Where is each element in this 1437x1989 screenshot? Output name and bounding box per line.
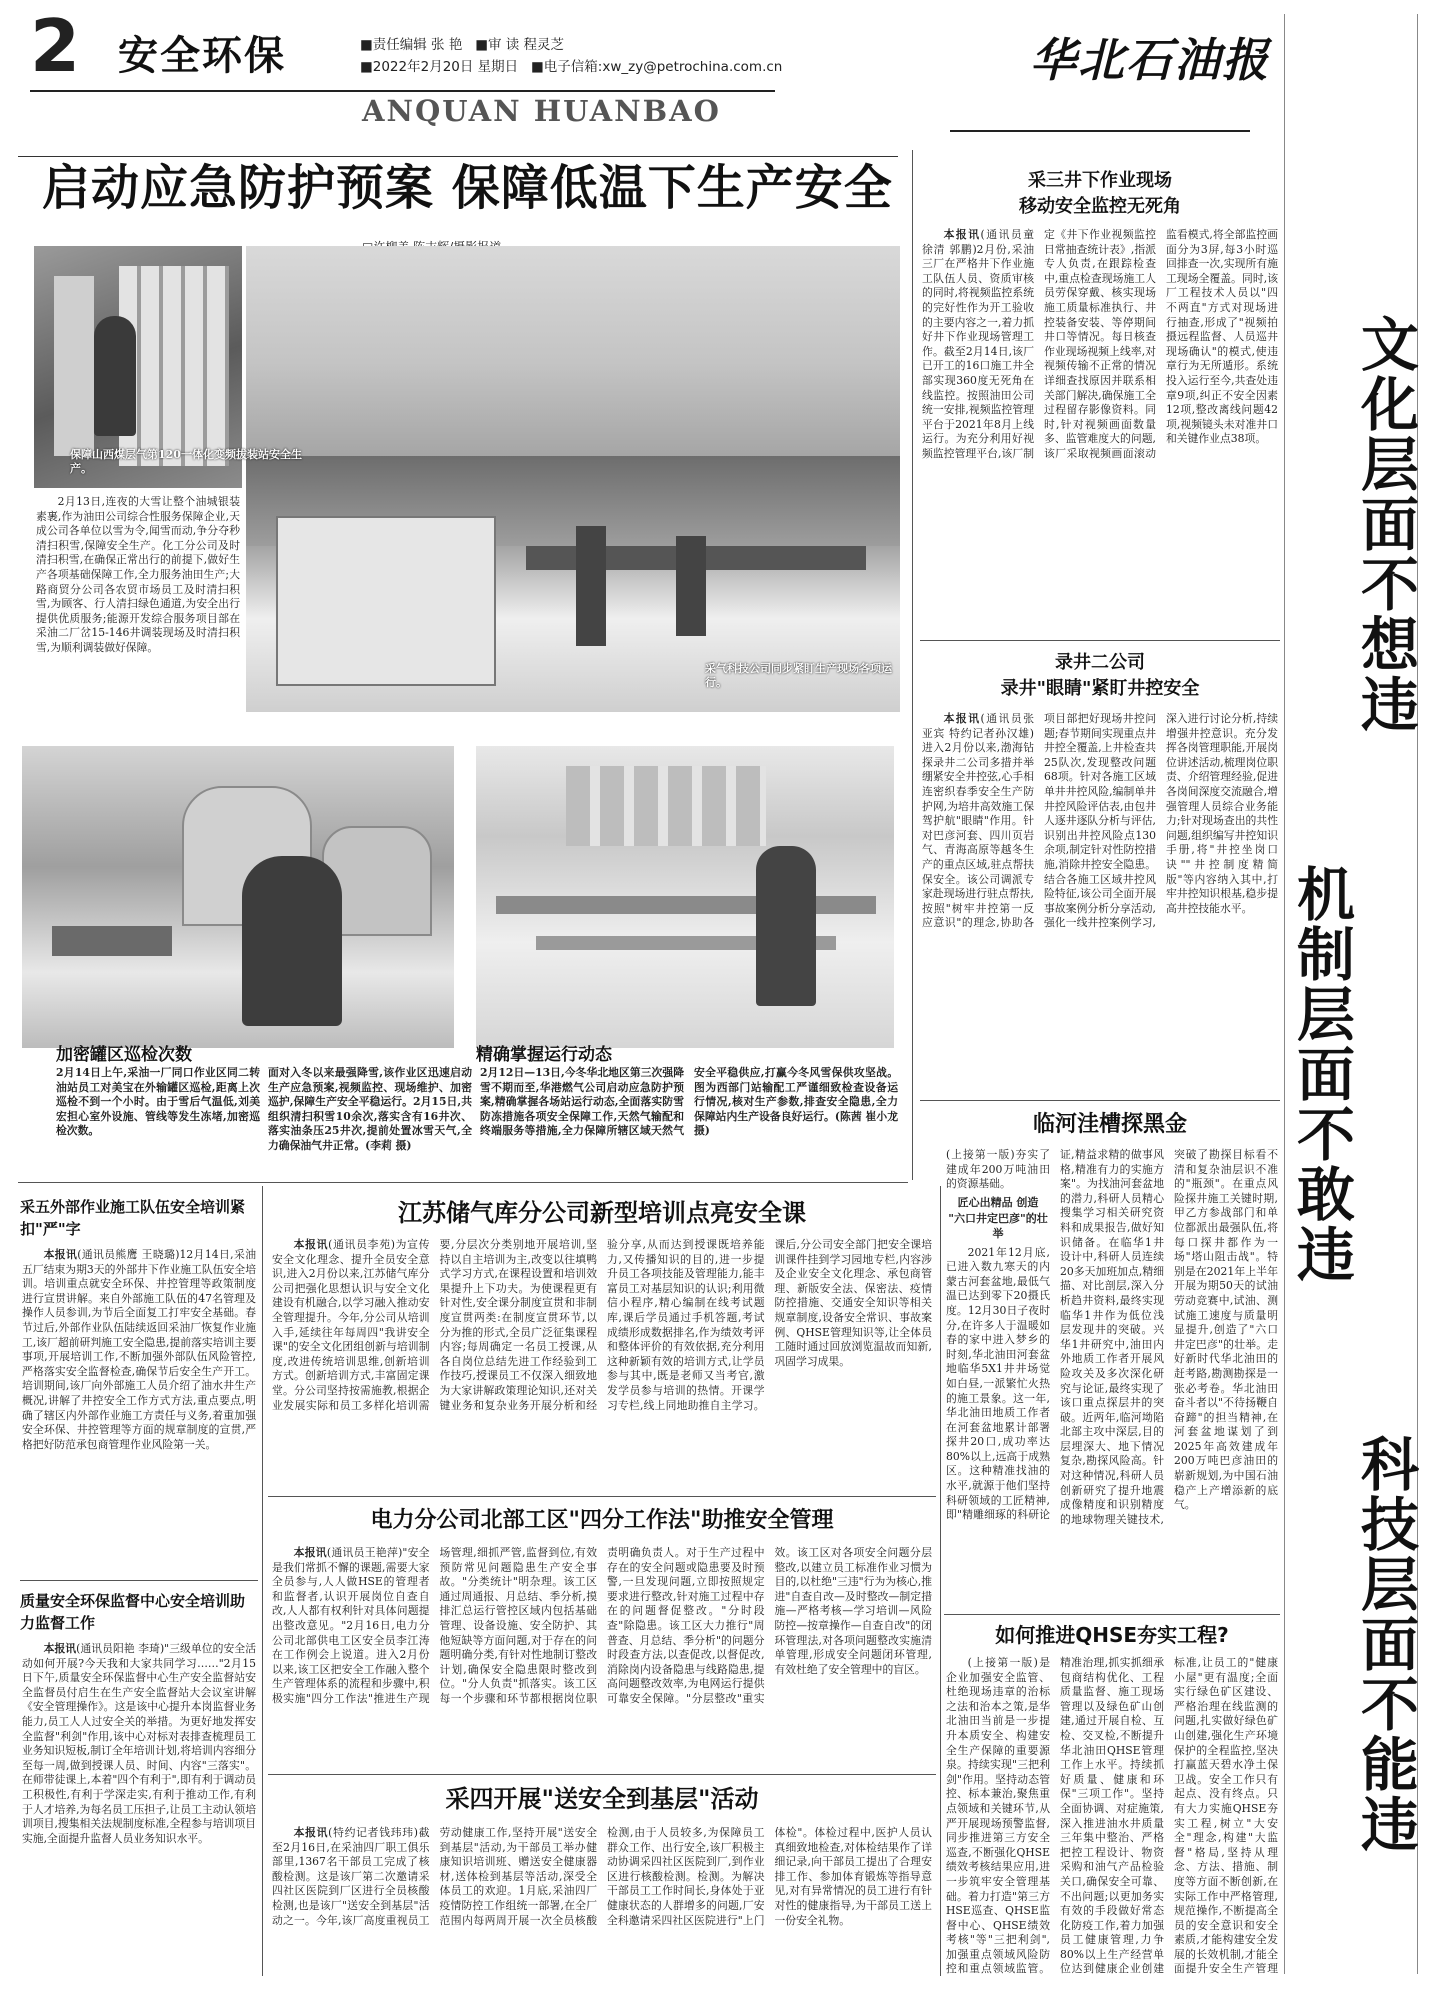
issue-date: ■2022年2月20日 星期日	[360, 59, 519, 75]
linhe-title: 临河洼槽探黑金	[1032, 1112, 1187, 1137]
right-photo-title: 精确掌握运行动态	[476, 1045, 612, 1065]
qhse-body: (上接第一版)是企业加强安全监管、杜绝现场违章的治标之法和治本之策,是华北油田当前是一步提升本质安全、构建安全生产保障的重要源泉。持续实现"三把利剑"作用。坚持动态管控、标本兼治,聚焦重点领域和关键环节,从严开展现场预警监督,同步推进第三方安全巡查,不断强化QHSE绩效考核结果应用,进一步筑牢安全管理基础。着力打造"第三方HSE巡查、QHSE监督中心、QHSE绩效考核"等"三把利剑",加强重点领域风险防控和重点领域监管。精准治理,抓实抓细承包商结构优化、工程质量监督、施工现场管理以及绿色矿山创建,通过开展自检、互检、交叉检,不断提升华北油田QHSE管理工作上水平。持续抓好质量、健康和环保"三项工作"。坚持全面协调、对症施策,深入推进油水井质量三年集中整治、严格把控工程设计、物资采购和油气产品检验关口,确保安全可靠、不出问题;以更加务实有效的手段做好常态化防疫工作,着力加强员工健康管理,力争80%以上生产经营单位达到健康企业创建标准,让员工的"健康小屋"更有温度;全面实行绿色矿区建设、严格治理在线监测的问题,扎实做好绿色矿山创建,强化生产环境保护的全程监控,坚决打赢蓝天碧水净土保卫战。安全工作只有起点、没有终点。只有大力实施QHSE夯实工程,树立"大安全"理念,构建"大监督"格局,坚持从理念、方法、措施、制度等方面不断创新,在实际工作中严格管理,规范操作,不断提高全员的安全意识和安全素质,才能构建安全发展的长效机制,才能全面提升安全生产管理	[946, 1656, 1278, 1976]
cai3-body: 本报讯(通讯员童徐清 郭鹏)2月份,采油三厂在严格井下作业施工队伍人员、资质审核的同时,将视频监控系统的完好性作为开工验收的主要内容之一,着力抓好井下作业现场管理工作。截至2月14日,该厂已开工的16口施工井全部实现360度无死角在线监控。按照油田公司统一安排,视频监控管理平台于2021年8月上线运行。为充分利用好视频监控管理平台,该厂制定《井下作业视频监控日常抽查统计表》,指派专人负责,在跟踪检查中,重点检查现场施工人员劳保穿戴、核实现场施工质量标准执行、井控装备安装、等停期间井口等情况。每日核查作业现场视频上线率,对视频传输不正常的情况详细查找原因并联系相关部门解决,确保施工全过程留存影像资料。同时,针对视频画面数量多、监管难度大的问题,该厂采取视频画面滚动监看模式,将全部监控画面分为3屏,每3小时巡回排查一次,实现所有施工现场全覆盖。同时,该厂工程技术人员以"四不两直"方式对现场进行抽查,形成了"视频拍摄远程监督、人员巡井现场确认"的模式,使违章行为无所遁形。系统投入运行至今,共查处违章9项,纠正不安全因素12项,整改离线问题42项,视频镜头未对准井口和关键作业点38项。	[922, 228, 1278, 460]
feature-body: 2月13日,连夜的大雪让整个油城银装素裹,作为油田公司综合性服务保障企业,天成公司各单位以雪为令,闻雪而动,争分夺秒清扫积雪,保障安全生产。化工分公司及时清扫积雪,在确保正常出行的前提下,做好生产各项基础保障工作,全力服务油田生产;大路商贸分公司各农贸市场员工及时清扫积雪,为顾客、行人清扫绿色通道,为安全出行提供优质服务;能源开发综合服务项目部在采油二厂岔15-146井调装现场及时清扫积雪,为顺利调装做好保障。	[36, 495, 240, 654]
linhe-subhead-1: 匠心出精品 创造	[957, 1195, 1039, 1209]
dianli-body: 本报讯(通讯员王艳萍)"安全是我们常抓不懈的课题,需要大家全员参与,人人做HSE的管理者和监督者,认识开展岗位自查自改,人人都有权利针对具体问题提出整改意见。"2月16日,电力分公司北部供电工区安全员李江涛在工作例会上说道。进入2月份以来,该工区把安全工作融入整个生产管理体系的流程和步骤中,积极实施"四分工作法"推进生产现场管理,细抓严管,监督到位,有效预防常见问题隐患生产安全事故。"分类统计"明杂理。该工区通过周通报、月总结、季分析,摸排汇总运行管控区域内包括基础管理、设备设施、安全防护、其他短缺等方面问题,对于存在的问题明确分类,有针对性地制订整改计划,确保安全隐患限时整改到位。"分人负责"抓落实。该工区每一个步骤和环节都根据岗位职责明确负责人。对于生产过程中存在的安全问题或隐患要及时预警,一旦发现问题,立即按照规定要求进行整改,针对施工过程中存在的问题督促整改。"分时段查"除隐患。该工区大力推行"周普查、月总结、季分析"的问题分时段查方法,以查促改,以督促改,消除岗内设备隐患与线路隐患,提高问题整改效率,为电网运行提供可靠安全保障。"分层整改"重实效。该工区对各项安全问题分层整改,以建立员工标准作业习惯为目的,以杜绝"三违"行为为核心,推进"自查自改—及时整改—制定措施—严格考核—学习培训—风险防控—按章操作—自查自改"的闭环管理法,对各项问题整改实施清单管理,形成安全问题闭环管理,有效杜绝了安全管理中的盲区。	[272, 1546, 932, 1705]
lujing-title-1: 录井二公司	[1055, 652, 1145, 673]
dianli-title: 电力分公司北部工区"四分工作法"助推安全管理	[370, 1508, 834, 1533]
divider-jiangsu	[268, 1496, 936, 1497]
linhe-body: (上接第一版)夯实了建成年200万吨油田的资源基础。 匠心出精品 创造 "六口井定巴彦"的壮举 2021年12月底,已进入数九寒天的内蒙古河套盆地,最低气温已达到零下20摄氏度。12月30日子夜时分,在许多人于温暖如春的家中进入梦乡的时刻,华北油田河套盆地临华5X1井井场觉如白昼,一派繁忙火热的施工景象。这一年,华北油田地质工作者在河套盆地累计部署探井20口,成功率达80%以上,远高于成熟区。这种精准找油的水平,就源于他们坚持科研领域的工匠精神,即"精雕细琢的科研论证,精益求精的做事风格,精准有力的实施方案"。为找油河套盆地的潜力,科研人员精心搜集学习相关研究资料和成果报告,做好知识储备。在临华1井设计中,科研人员连续20多天加班加点,精细描、对比剖层,深入分析趋井资料,最终实现临华1井作为低位浅层发现井的突破。兴华1井研究中,油田内外地质工作者开展风险攻关及多次深化研究与论证,最终实现了该口重点探层井的突破。近两年,临河坳陷北部主攻中深层,目的层埋深大、地下情况复杂,勘探风险高。针对这种情况,科研人员创新研究了提升地震成像精度和识别精度的地球物理关键技术,突破了勘探目标看不清和复杂油层识不准的"瓶颈"。在重点风险探井施工关键时期,甲乙方参战部门和单位都派出最强队伍,将每口探井都作为一场"塔山阻击战"。特别是在2021年上半年开展为期50天的试油劳动竞赛中,试油、测试施工速度与质量明显提升,创造了"六口井定巴彦"的壮举。走好新时代华北油田的赶考路,勘测勘探是一张必考卷。华北油田奋斗者以"不待扬鞭自奋蹄"的担当精神,在河套盆地谋划了到2025年高效建成年200万吨巴彦油田的崭新规划,为中国石油稳产上产增添新的底气。	[946, 1148, 1278, 1526]
lujing-title-2: 录井"眼睛"紧盯井控安全	[1000, 678, 1200, 699]
proofreader: ■审 读 程灵芝	[475, 37, 565, 53]
cai5-byline: 本报讯	[43, 1248, 78, 1261]
lujing-body: 本报讯(通讯员张亚宾 特约记者孙汉雄)进入2月份以来,渤海钻探录井二公司多措并举绷紧安全井控弦,心手相连密织春季安全生产防护网,为培井高效施工保驾护航"眼睛"作用。针对巴彦河套、四川页岩气、青海高原等越冬生产的重点区域,驻点帮扶保安全。该公司调派专家赴现场进行驻点帮扶,按照"树牢井控第一反应意识"的理念,协助各项目部把好现场井控问题;春节期间实现重点井井控全覆盖,上井检查共25队次,发现整改问题68项。针对各施工区域单井井控风险,编制单井井控风险评估表,由包井人逐井逐队分析与评估,识别出井控风险点130余项,制定针对性防控措施,消除井控安全隐患。结合各施工区域井控风险特征,该公司全面开展事故案例分析分享活动,强化一线井控案例学习,深入进行讨论分析,持续增强井控意识。充分发挥各岗管理职能,开展岗位讲述活动,梳理岗位职责、介绍管理经验,促进各岗间深度交流融合,增强管理人员综合业务能力;针对现场查出的共性问题,组织编写井控知识手册,将"井控坐岗口诀""井控制度精简版"等内容纳入其中,打牢井控知识根基,稳步提高井控技能水平。	[922, 712, 1278, 930]
left-photo-caption: 2月14日上午,采油一厂同口作业区同二转油站员工对美宝在外输罐区巡检,距离上次巡检不到一个小时。由于雪后气温低,刘美宏担心室外设施、管线等发生冻堵,加密巡检次数。	[56, 1066, 260, 1138]
dianli-byline: 本报讯	[293, 1546, 327, 1559]
feature-photo-2-caption: 采气科技公司同步紧盯生产现场各项运行。	[705, 662, 892, 689]
zhiliang-title: 质量安全环保监督中心安全培训助力监督工作	[20, 1592, 246, 1632]
cai4-title: 采四开展"送安全到基层"活动	[445, 1785, 759, 1813]
right-photo-caption: 2月12日—13日,今冬华北地区第三次强降雪不期而至,华港燃气公司启动应急防护预案,精确掌握各场站运行动态,全面落实防雪防冻措施各项安全保障工作,天然气输配和终端服务等措施,全力保障所辖区域天然气安全平稳供应,打赢今冬风雪保供攻坚战。图为西部门站输配工严谨细致检查设备运行情况,核对生产参数,排查安全隐患,全力保障站内生产设备良好运行。(陈茜 崔小龙 摄)	[480, 1066, 898, 1138]
linhe-subhead-2: "六口井定巴彦"的壮举	[948, 1212, 1048, 1240]
slogan-line-1: 文化层面不想违	[1351, 314, 1419, 734]
divider-cai5	[20, 1580, 258, 1581]
divider-cai3	[920, 640, 1280, 641]
jiangsu-byline: 本报讯	[293, 1238, 329, 1251]
divider-feature-bottom	[18, 1182, 908, 1183]
divider-right-column	[940, 1186, 941, 1976]
cai3-title-1: 采三井下作业现场	[1028, 170, 1172, 191]
slogan-line-3: 科技层面不能违	[1351, 1434, 1419, 1854]
editor-info	[360, 34, 880, 78]
page-number: 2	[30, 4, 81, 88]
jiangsu-title: 江苏储气库分公司新型培训点亮安全课	[398, 1199, 806, 1227]
email: ■电子信箱:xw_zy@petrochina.com.cn	[531, 59, 783, 75]
header-rule	[30, 90, 775, 92]
feature-photo-2	[246, 246, 900, 712]
jiangsu-body: 本报讯(通讯员李苑)为宣传安全文化理念、提升全员安全意识,进入2月份以来,江苏储气库分公司把强化思想认识与安全文化建设有机融合,以学习融入推动安全管理提升。今年,分公司从培训入手,延续往年每周四"我讲安全课"的安全文化团组创新与培训制度,改进传统培训思维,创新培训方式。创新培训方式,丰富固定课堂。分公司坚持按需施教,根据企业发展实际和员工多样化培训需要,分层次分类别地开展培训,坚持以自主培训为主,改变以往填鸭式学习方式,在课程设置和培训效果提升上下功夫。为使课程更有针对性,安全课分制度宣贯和非制度宣贯两类:在制度宣贯环节,以分为推的形式,全员广泛征集课程内容;每周确定一名员工授课,从各自岗位总结先进工作经验到工作技巧,授课员工不仅深入细致地为大家讲解政策理论知识,还对关键业务和复杂业务开展分析和经验分享,从而达到授课既培养能力,又传播知识的目的,进一步提升员工各项技能及管理能力,能丰富员工对基层知识的认识;利用微信小程序,精心编制在线考试题库,课后学员通过手机答题,考试成绩形成数据排名,作为绩效考评和整体评价的有效依据,充分利用这种新颖有效的培训方式,让学员参与其中,既是老师又当考官,激发学员参与培训的热情。开课学习专栏,线上同地助推自主学习。课后,分公司安全部门把安全课培训课件挂到学习园地专栏,内容涉及企业安全文化理念、承包商管理、新版安全法、保密法、疫情防控措施、交通安全知识等相关规章制度,设备安全常识、事故案例、QHSE管理知识等,让全体员工随时通过回放浏览温故而知新,巩固学习成果。	[272, 1238, 932, 1412]
lujing-byline: 本报讯	[943, 712, 981, 725]
divider-linhe	[944, 1614, 1280, 1615]
pipeline-photo	[476, 746, 894, 1048]
zhiliang-body: 本报讯(通讯员阳艳 李琦)"三级单位的安全活动如何开展?今天我和大家共同学习……"2月15日下午,质量安全环保监督中心生产安全监督站安全监督员付启生在生产安全监督站大会议室讲解《安全管理操作》。这是该中心提升本岗监督业务能力,员工人人过安全关的举措。为更好地发挥安全监督"利剑"作用,该中心对标对表排查梳理员工业务知识短板,制订全年培训计划,将培训内容细分至每一周,做到授课人员、时间、内容"三落实"。在师带徒课上,本着"四个有利于",即有利于调动员工积极性,有利于学深走实,有利于推动工作,有利于人才培养,为每名员工压担子,让员工主动认领培训项目,搜集相关法规制度标准,全程参与培训项目实施,全面提升监督人员业务知识水平。	[22, 1642, 256, 1845]
divider-left-column	[262, 1186, 263, 1976]
cai4-body: 本报讯(特约记者钱玮玮)截至2月16日,在采油四厂职工俱乐部里,1367名干部员工完成了核酸检测。这是该厂第二次邀请采四社区医院到厂区进行全员核酸检测,也是该厂"送安全到基层"活动之一。今年,该厂高度重视员工劳动健康工作,坚持开展"送安全到基层"活动,为干部员工举办健康知识培训班、赠送安全健康器材,送体检到基层等活动,深受全体员工的欢迎。1月底,采油四厂疫情防控工作组统一部署,在全厂范围内每两周开展一次全员核酸检测,由于人员较多,为保障员工群众工作、出行安全,该厂积极主动协调采四社区医院到厂,到作业区进行核酸检测。检测。为解决干部员工工作时间长,身体处于亚健康状态的人群增多的问题,厂安全科邀请采四社区医院进行"上门体检"。体检过程中,医护人员认真细致地检查,对体检结果作了详细记录,向干部员工提出了合理安排工作、参加体育锻炼等指导意见,对有异常情况的员工进行有针对性的健康指导,为干部员工送上一份安全礼物。	[272, 1826, 932, 1927]
editor: ■责任编辑 张 艳	[360, 37, 463, 53]
section-title: 安全环保	[118, 33, 286, 79]
cai4-byline: 本报讯	[293, 1826, 329, 1839]
slogan-line-2: 机制层面不敢违	[1287, 864, 1355, 1284]
section-pinyin: ANQUAN HUANBAO	[362, 94, 721, 128]
feature-photo-1-caption: 保障山西煤层气第120一体化变频拔装站安全生产。	[70, 448, 302, 475]
cai5-body: 本报讯(通讯员熊鹰 王晓璐)12月14日,采油五厂结束为期3天的外部井下作业施工队伍安全培训。培训重点就安全环保、井控管理等政策制度进行宣贯讲解。来自外部施工队伍的47名管理及操作人员参训,为节后全面复工打牢安全基础。春节过后,外部作业队伍陆续返回采油厂恢复作业施工,该厂超前研判施工安全隐患,提前落实培训主要事项,开展培训工作,不断加强外部队伍风险管控,严格落实安全监督检查,确保节后安全生产开工。培训期间,该厂向外部施工人员介绍了油水井生产概况,讲解了井控安全工作方式方法,重点要点,明确了辖区内外部作业施工方责任与义务,着重加强安全环保、井控管理等方面的规章制度的宣贯,严格把好防范承包商管理作业风险第一关。	[22, 1248, 256, 1451]
divider-feature-right	[912, 150, 913, 1180]
cai3-byline: 本报讯	[943, 228, 981, 241]
feature-title: 启动应急防护预案 保障低温下生产安全	[42, 160, 893, 216]
linhe-lead: (上接第一版)夯实了建成年200万吨油田的资源基础。	[946, 1148, 1050, 1191]
feature-title-frame	[18, 156, 898, 223]
left-photo-title: 加密罐区巡检次数	[56, 1045, 192, 1065]
qhse-title: 如何推进QHSE夯实工程?	[995, 1623, 1229, 1647]
masthead-rule	[950, 130, 1250, 132]
cai3-title-2: 移动安全监控无死角	[1019, 196, 1181, 217]
tank-photo	[22, 746, 454, 1048]
photo-captions	[56, 1066, 896, 1176]
divider-lujing	[920, 1100, 1280, 1101]
masthead: 华北石油报	[1030, 33, 1270, 87]
slogan-panel	[1284, 14, 1418, 1974]
cai5-title: 采五外部作业施工队伍安全培训紧扣"严"字	[20, 1198, 246, 1238]
mid-photo-caption: 面对入冬以来最强降雪,该作业区迅速启动生产应急预案,视频监控、现场维护、加密巡护,保障生产安全平稳运行。2月15日,共组织清扫积雪10余次,落实含有16井次、落实油条压25井次,提前处置冰雪天气,全力确保油气井正常。(李莉 摄)	[268, 1066, 472, 1152]
divider-dianli	[268, 1774, 936, 1775]
zhiliang-byline: 本报讯	[43, 1642, 77, 1655]
